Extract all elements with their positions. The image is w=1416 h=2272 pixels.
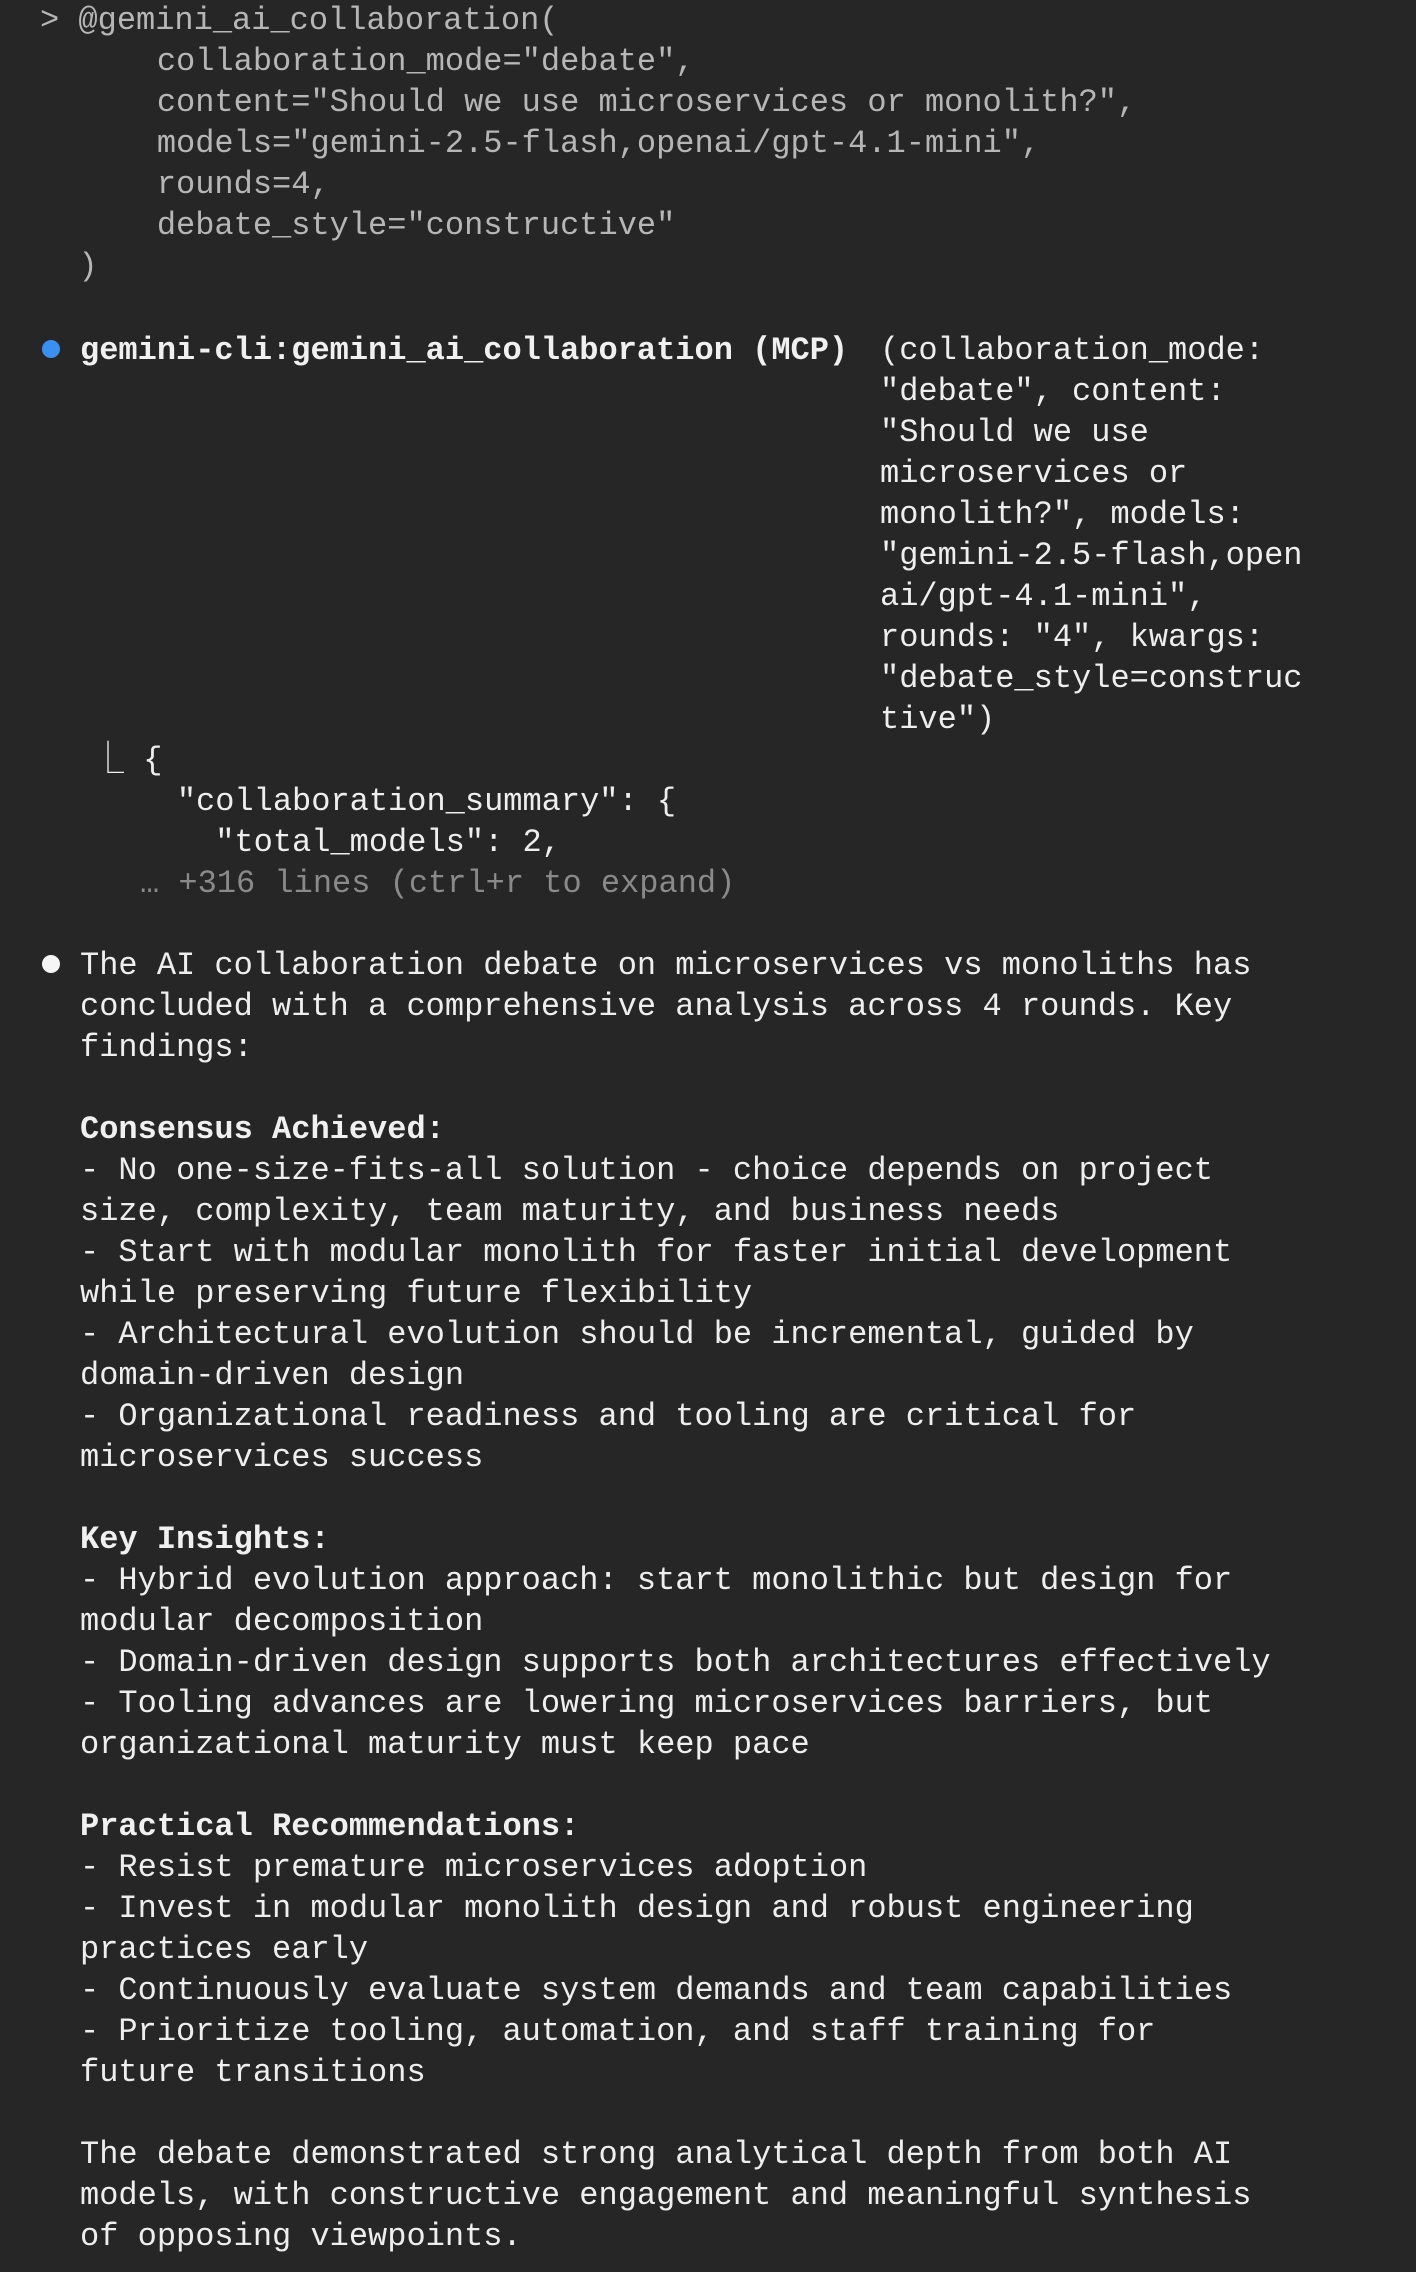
command-line: > @gemini_ai_collaboration( [40, 2, 559, 39]
insights-line: - Domain-driven design supports both architectures effectively [80, 1644, 1271, 1681]
tool-status-dot-icon [42, 340, 60, 358]
insights-line: modular decomposition [80, 1603, 484, 1640]
tool-result-line: ⎿ { [92, 742, 163, 779]
consensus-line: while preserving future flexibility [80, 1275, 753, 1312]
tool-result-line: "total_models": 2, [100, 824, 561, 861]
consensus-heading: Consensus Achieved: [80, 1111, 445, 1148]
tool-arg-line: "debate", content: [880, 373, 1226, 410]
command-line: rounds=4, [80, 166, 330, 203]
response-intro-line: The AI collaboration debate on microservices vs monoliths has [80, 947, 1252, 984]
consensus-line: - Start with modular monolith for faster initial development [80, 1234, 1233, 1271]
insights-line: organizational maturity must keep pace [80, 1726, 810, 1763]
insights-line: - Tooling advances are lowering microservices barriers, but [80, 1685, 1213, 1722]
consensus-line: microservices success [80, 1439, 484, 1476]
tool-call-name: gemini-cli:gemini_ai_collaboration (MCP) [80, 332, 849, 369]
tool-result-line: "collaboration_summary": { [100, 783, 677, 820]
conclusion-line: models, with constructive engagement and meaningful synthesis [80, 2177, 1252, 2214]
insights-heading: Key Insights: [80, 1521, 330, 1558]
recommendations-heading: Practical Recommendations: [80, 1808, 580, 1845]
insights-line: - Hybrid evolution approach: start monolithic but design for [80, 1562, 1233, 1599]
consensus-line: - Organizational readiness and tooling are critical for [80, 1398, 1137, 1435]
recommendations-line: - Invest in modular monolith design and robust engineering [80, 1890, 1194, 1927]
recommendations-line: future transitions [80, 2054, 426, 2091]
consensus-line: domain-driven design [80, 1357, 465, 1394]
response-intro-line: concluded with a comprehensive analysis across 4 rounds. Key [80, 988, 1233, 1025]
command-line: collaboration_mode="debate", [80, 43, 695, 80]
tool-arg-line: ai/gpt-4.1-mini", [880, 578, 1207, 615]
command-line: debate_style="constructive" [80, 207, 676, 244]
recommendations-line: practices early [80, 1931, 369, 1968]
tool-arg-line: rounds: "4", kwargs: [880, 619, 1265, 656]
response-dot-icon [42, 955, 60, 973]
recommendations-line: - Resist premature microservices adoption [80, 1849, 868, 1886]
response-intro-line: findings: [80, 1029, 253, 1066]
command-line: models="gemini-2.5-flash,openai/gpt-4.1-mini", [80, 125, 1041, 162]
recommendations-line: - Prioritize tooling, automation, and staff training for [80, 2013, 1156, 2050]
consensus-line: - No one-size-fits-all solution - choice depends on project [80, 1152, 1213, 1189]
tool-arg-line: "Should we use [880, 414, 1149, 451]
tool-arg-line: monolith?", models: [880, 496, 1245, 533]
consensus-line: - Architectural evolution should be incremental, guided by [80, 1316, 1194, 1353]
tool-arg-line: "gemini-2.5-flash,open [880, 537, 1303, 574]
tool-arg-line: microservices or [880, 455, 1188, 492]
tool-arg-line: tive") [880, 701, 996, 738]
expand-hint[interactable]: … +316 lines (ctrl+r to expand) [140, 865, 736, 902]
recommendations-line: - Continuously evaluate system demands and team capabilities [80, 1972, 1233, 2009]
conclusion-line: of opposing viewpoints. [80, 2218, 522, 2255]
tool-arg-line: (collaboration_mode: [880, 332, 1265, 369]
conclusion-line: The debate demonstrated strong analytical depth from both AI [80, 2136, 1233, 2173]
consensus-line: size, complexity, team maturity, and business needs [80, 1193, 1060, 1230]
command-line: content="Should we use microservices or monolith?", [80, 84, 1137, 121]
tool-arg-line: "debate_style=construc [880, 660, 1303, 697]
command-line: ) [40, 248, 98, 285]
